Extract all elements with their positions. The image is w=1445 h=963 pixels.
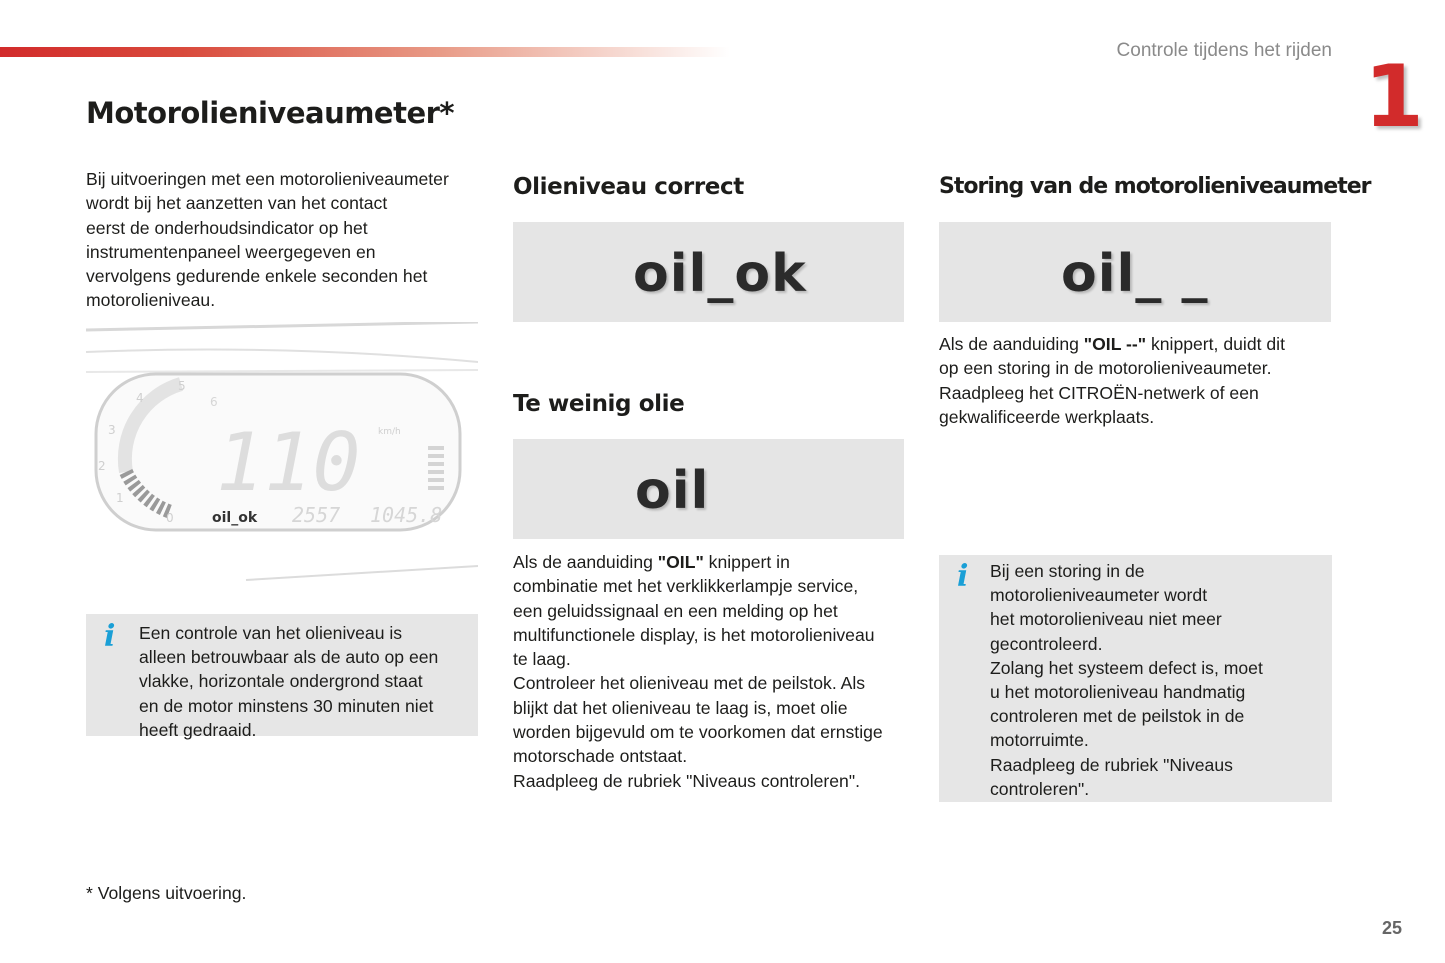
oil-low-text-start: Als de aanduiding [513, 552, 658, 572]
info-box-level-check [86, 614, 478, 740]
info-box-malfunction [939, 555, 1332, 802]
cluster-oil-label: oil_ok [212, 510, 258, 526]
lcd-oil-low: oil [635, 461, 710, 521]
info-box-text: Een controle van het olieniveau is alleen betrouwbaar als de auto op een vlakke, horizontale ondergrond staat en de motor minstens 30 minuten niet heeft gedraaid. [139, 623, 439, 740]
display-oil-ok [513, 222, 904, 322]
instrument-cluster-illustration [86, 322, 478, 582]
malfunction-code: "OIL --" [1083, 334, 1147, 354]
footnote: * Volgens uitvoering. [86, 883, 247, 903]
malfunction-paragraph [939, 332, 1331, 429]
info-icon: i [104, 619, 116, 654]
gauge-number: 2 [98, 459, 106, 473]
cluster-speed-unit: km/h [378, 427, 401, 437]
oil-low-text-rest: knippert in combinatie met het verklikkerlampje service, een geluidssignaal en een melding op het multifunctionele display, is het motorolieniveau te laag. Controleer het olieniveau met de peilstok. Als blijkt dat het olieniveau te laag is, moet olie worden bijgevuld om te voorkomen dat ernstige motorschade ontstaat. Raadpleeg de rubriek "Niveaus controleren". [513, 552, 883, 791]
intro-paragraph: Bij uitvoeringen met een motorolieniveaumeter wordt bij het aanzetten van het contact eerst de onderhoudsindicator op het instrumentenpaneel weergegeven en vervolgens gedurende enkele seconden het motorolieniveau. [86, 169, 449, 311]
cluster-odometer: 1045.8 [370, 503, 443, 527]
cluster-speed: 110 [216, 416, 361, 509]
info-box-text: Bij een storing in de motorolieniveaumeter wordt het motorolieniveau niet meer gecontroleerd. Zolang het systeem defect is, moet u het motorolieniveau handmatig controleren met de peilstok in de motorruimte. Raadpleeg de rubriek "Niveaus controleren". [990, 561, 1263, 799]
gauge-number: 4 [136, 391, 144, 405]
info-icon: i [957, 559, 969, 594]
gauge-number: 0 [166, 511, 174, 525]
gauge-number: 1 [116, 491, 124, 505]
oil-low-paragraph [513, 550, 913, 793]
gauge-number: 6 [210, 395, 218, 409]
header-accent-bar [0, 47, 730, 57]
malfunction-text-start: Als de aanduiding [939, 334, 1084, 354]
malfunction-text-rest: knippert, duidt dit op een storing in de motorolieniveaumeter. Raadpleeg het CITROËN-netwerk of een gekwalificeerde werkplaats. [939, 334, 1285, 427]
display-oil-low [513, 439, 904, 539]
oil-low-code: "OIL" [657, 552, 704, 572]
page-title: Motorolieniveaumeter* [86, 96, 455, 130]
gauge-number: 5 [178, 379, 186, 393]
heading-oil-correct: Olieniveau correct [513, 174, 744, 200]
gauge-number: 3 [108, 423, 116, 437]
heading-malfunction: Storing van de motorolieniveaumeter [939, 174, 1371, 199]
heading-oil-low: Te weinig olie [513, 391, 685, 417]
cluster-trip: 2557 [292, 503, 341, 527]
cluster-drawing [86, 322, 478, 582]
chapter-number: 1 [1364, 47, 1424, 147]
page-number: 25 [1382, 918, 1403, 938]
lcd-oil-ok: oil_ok [633, 244, 807, 304]
lcd-oil-fault: oil_ _ [1061, 244, 1209, 304]
section-title: Controle tijdens het rijden [1116, 40, 1332, 61]
display-oil-fault [939, 222, 1331, 322]
